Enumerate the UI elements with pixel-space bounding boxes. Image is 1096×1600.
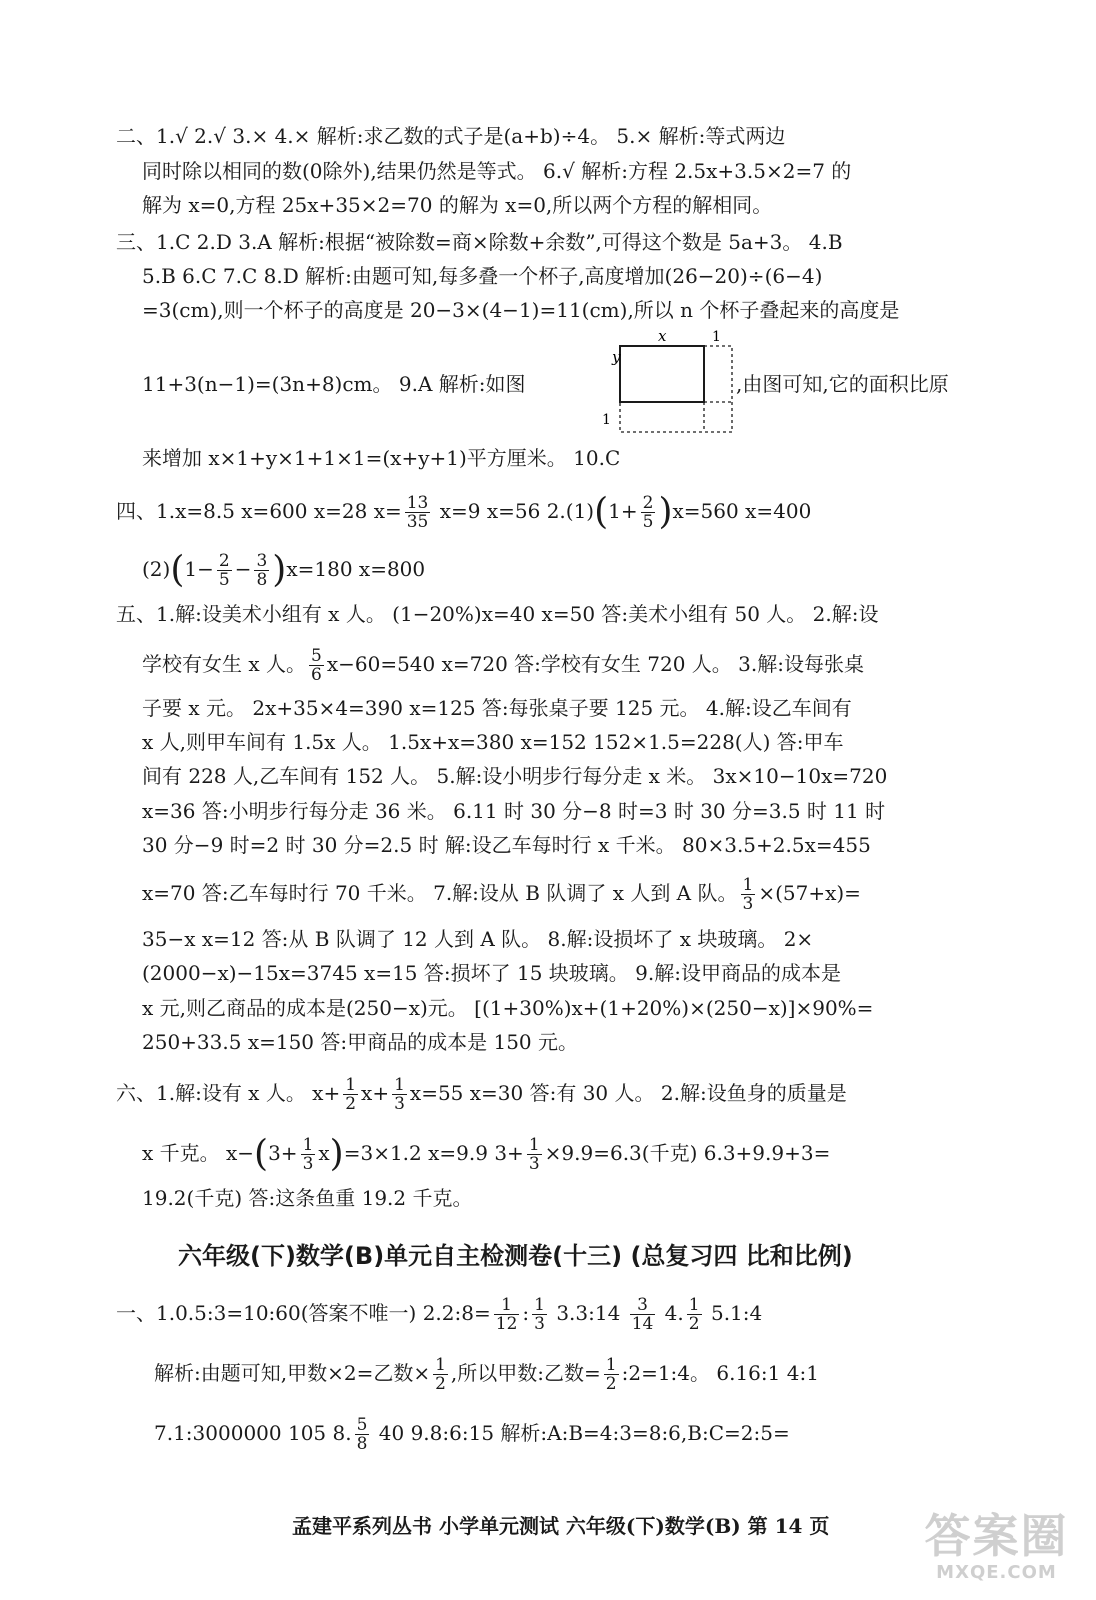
answer-line: 二、1.√ 2.√ 3.× 4.× 解析:求乙数的式子是(a+b)÷4。 5.× 解析:等式两边 — [116, 124, 786, 148]
answer-text: : — [522, 1301, 530, 1325]
answer-line: 19.2(千克) 答:这条鱼重 19.2 千克。 — [142, 1186, 473, 1210]
label-y: y — [612, 348, 621, 366]
answer-text: ×(57+x)= — [758, 881, 861, 905]
answer-line: 250+33.5 x=150 答:甲商品的成本是 150 元。 — [142, 1030, 579, 1054]
denominator: 5 — [642, 512, 654, 532]
numerator: 3 — [256, 551, 268, 571]
answer-text: x — [318, 1141, 330, 1165]
answer-text: 四、1.x=8.5 x=600 x=28 x= — [116, 499, 402, 523]
paren: ( — [170, 549, 185, 591]
fraction — [630, 1296, 656, 1333]
answer-text: ,所以甲数:乙数= — [450, 1361, 601, 1385]
answer-text: x 千克。 x− — [142, 1141, 255, 1165]
numerator: 1 — [688, 1295, 700, 1315]
paren: ( — [594, 491, 609, 533]
answer-line: 5.B 6.C 7.C 8.D 解析:由题可知,每多叠一个杯子,高度增加(26−20)÷(6−4) — [142, 264, 823, 288]
paren: ( — [254, 1133, 269, 1175]
answer-line: 30 分−9 时=2 时 30 分=2.5 时 解:设乙车每时行 x 千米。 80×3.5+2.5x=455 — [142, 833, 871, 857]
answer-text: 40 9.8:6:15 解析:A:B=4:3=8:6,B:C=2:5= — [372, 1421, 790, 1445]
fraction — [741, 876, 756, 913]
extended-outline — [620, 346, 732, 432]
denominator: 35 — [406, 512, 429, 532]
fraction — [392, 1076, 407, 1113]
answer-line: x 人,则甲车间有 1.5x 人。 1.5x+x=380 x=152 152×1.5=228(人) 答:甲车 — [142, 730, 844, 754]
answer-text: − — [234, 557, 252, 581]
denominator: 5 — [218, 570, 230, 590]
numerator: 5 — [356, 1415, 368, 1435]
answer-line — [142, 647, 864, 684]
answer-text: 11+3(n−1)=(3n+8)cm。 9.A 解析:如图 — [142, 372, 526, 396]
fraction — [343, 1076, 358, 1113]
numerator: 2 — [218, 551, 230, 571]
numerator: 13 — [406, 493, 429, 513]
answer-text: 解析:由题可知,甲数×2=乙数× — [154, 1361, 431, 1385]
paren: ) — [272, 549, 287, 591]
answer-line — [142, 1133, 831, 1175]
answer-text: 1+ — [608, 499, 638, 523]
denominator: 3 — [302, 1154, 314, 1174]
rectangle-figure — [602, 327, 742, 440]
answer-line: 间有 228 人,乙车间有 152 人。 5.解:设小明步行每分走 x 米。 3x×10−10x=720 — [142, 764, 888, 788]
answer-line — [116, 491, 812, 533]
answer-line — [142, 549, 426, 591]
answer-line — [154, 1416, 790, 1453]
denominator: 12 — [495, 1314, 518, 1334]
answer-line: x=36 答:小明步行每分走 36 米。 6.11 时 30 分−8 时=3 时 30 分=3.5 时 11 时 — [142, 799, 886, 823]
denominator: 8 — [356, 1434, 368, 1454]
fraction — [494, 1296, 520, 1333]
answer-line: 解为 x=0,方程 25x+35×2=70 的解为 x=0,所以两个方程的解相同。 — [142, 193, 773, 217]
answer-text: x−60=540 x=720 答:学校有女生 720 人。 3.解:设每张桌 — [326, 652, 864, 676]
fraction — [301, 1136, 316, 1173]
denominator: 3 — [528, 1154, 540, 1174]
answer-text: 7.1:3000000 105 8. — [154, 1421, 352, 1445]
fraction — [604, 1356, 619, 1393]
answer-line: 35−x x=12 答:从 B 队调了 12 人到 A 队。 8.解:设损坏了 x 块玻璃。 2× — [142, 927, 814, 951]
answer-text: 一、1.0.5:3=10:60(答案不唯一) 2.2:8= — [116, 1301, 491, 1325]
fraction — [641, 494, 656, 531]
answer-line: 五、1.解:设美术小组有 x 人。 (1−20%)x=40 x=50 答:美术小组有 50 人。 2.解:设 — [116, 602, 879, 626]
fraction — [254, 552, 269, 589]
answer-line — [142, 876, 861, 913]
fraction — [433, 1356, 448, 1393]
fraction — [217, 552, 232, 589]
original-rectangle — [620, 346, 704, 402]
denominator: 3 — [742, 894, 754, 914]
numerator: 1 — [394, 1075, 405, 1095]
numerator: 1 — [534, 1295, 545, 1315]
denominator: 2 — [688, 1314, 700, 1334]
denominator: 8 — [256, 570, 268, 590]
answer-text: x+ — [361, 1081, 390, 1105]
watermark-url: MXQE.COM — [936, 1562, 1057, 1583]
watermark-logo — [909, 1510, 1084, 1590]
fraction — [532, 1296, 547, 1333]
numerator: 1 — [345, 1075, 357, 1095]
answer-line: 同时除以相同的数(0除外),结果仍然是等式。 6.√ 解析:方程 2.5x+3.5×2=7 的 — [142, 159, 852, 183]
fraction — [355, 1416, 370, 1453]
answer-text: 4. — [658, 1301, 684, 1325]
denominator: 6 — [311, 665, 322, 685]
answer-line — [116, 1296, 762, 1333]
label-one-top: 1 — [712, 329, 721, 345]
answer-text: ×9.9=6.3(千克) 6.3+9.9+3= — [544, 1141, 831, 1165]
denominator: 2 — [435, 1374, 446, 1394]
watermark-text: 答案圈 — [924, 1509, 1069, 1563]
answer-text: x=560 x=400 — [672, 499, 812, 523]
answer-text: 1− — [184, 557, 214, 581]
label-one-side: 1 — [602, 412, 611, 428]
answer-text: x=9 x=56 2.(1) — [433, 499, 595, 523]
answer-text: 3.3:14 — [549, 1301, 627, 1325]
numerator: 1 — [605, 1355, 617, 1375]
answer-text: 3+ — [268, 1141, 298, 1165]
answer-text: ,由图可知,它的面积比原 — [736, 372, 949, 396]
answer-line: 来增加 x×1+y×1+1×1=(x+y+1)平方厘米。 10.C — [142, 446, 621, 470]
answer-text: =3×1.2 x=9.9 3+ — [343, 1141, 524, 1165]
denominator: 2 — [605, 1374, 617, 1394]
answer-line — [116, 1076, 847, 1113]
answer-line: 三、1.C 2.D 3.A 解析:根据“被除数=商×除数+余数”,可得这个数是 5a+3。 4.B — [116, 230, 843, 254]
numerator: 1 — [435, 1355, 446, 1375]
denominator: 2 — [345, 1094, 357, 1114]
answer-text: :2=1:4。 6.16:1 4:1 — [621, 1361, 819, 1385]
paren: ) — [658, 491, 673, 533]
answer-line: 子要 x 元。 2x+35×4=390 x=125 答:每张桌子要 125 元。 4.解:设乙车间有 — [142, 696, 852, 720]
fraction — [309, 647, 324, 684]
numerator: 1 — [742, 875, 754, 895]
numerator: 3 — [630, 1296, 656, 1315]
answer-text: 学校有女生 x 人。 — [142, 652, 306, 676]
answer-text: 六、1.解:设有 x 人。 x+ — [116, 1081, 341, 1105]
answer-line — [154, 1356, 819, 1393]
numerator: 1 — [528, 1135, 540, 1155]
answer-line — [142, 370, 526, 398]
page-footer: 孟建平系列丛书 小学单元测试 六年级(下)数学(B) 第 14 页 — [292, 1514, 830, 1538]
answer-text: 5.1:4 — [704, 1301, 763, 1325]
denominator: 3 — [394, 1094, 405, 1114]
answer-text: x=180 x=800 — [286, 557, 426, 581]
paren: ) — [329, 1133, 344, 1175]
label-x: x — [658, 327, 667, 345]
answer-text: x=70 答:乙车每时行 70 千米。 7.解:设从 B 队调了 x 人到 A 队。 — [142, 881, 738, 905]
section-heading: 六年级(下)数学(B)单元自主检测卷(十三) (总复习四 比和比例) — [178, 1242, 853, 1270]
answer-line: (2000−x)−15x=3745 x=15 答:损坏了 15 块玻璃。 9.解:设甲商品的成本是 — [142, 961, 841, 985]
numerator: 1 — [494, 1296, 520, 1315]
answer-line: x 元,则乙商品的成本是(250−x)元。 [(1+30%)x+(1+20%)×(250−x)]×90%= — [142, 996, 874, 1020]
answer-line — [736, 370, 949, 398]
denominator: 3 — [534, 1314, 545, 1334]
answer-line: =3(cm),则一个杯子的高度是 20−3×(4−1)=11(cm),所以 n 个杯子叠起来的高度是 — [142, 298, 900, 322]
numerator: 2 — [642, 493, 654, 513]
fraction — [687, 1296, 702, 1333]
fraction — [527, 1136, 542, 1173]
answer-text: x=55 x=30 答:有 30 人。 2.解:设鱼身的质量是 — [409, 1081, 847, 1105]
answer-text: (2) — [142, 557, 171, 581]
fraction — [405, 494, 431, 531]
numerator: 5 — [311, 646, 322, 666]
denominator: 14 — [631, 1314, 654, 1334]
numerator: 1 — [302, 1135, 314, 1155]
